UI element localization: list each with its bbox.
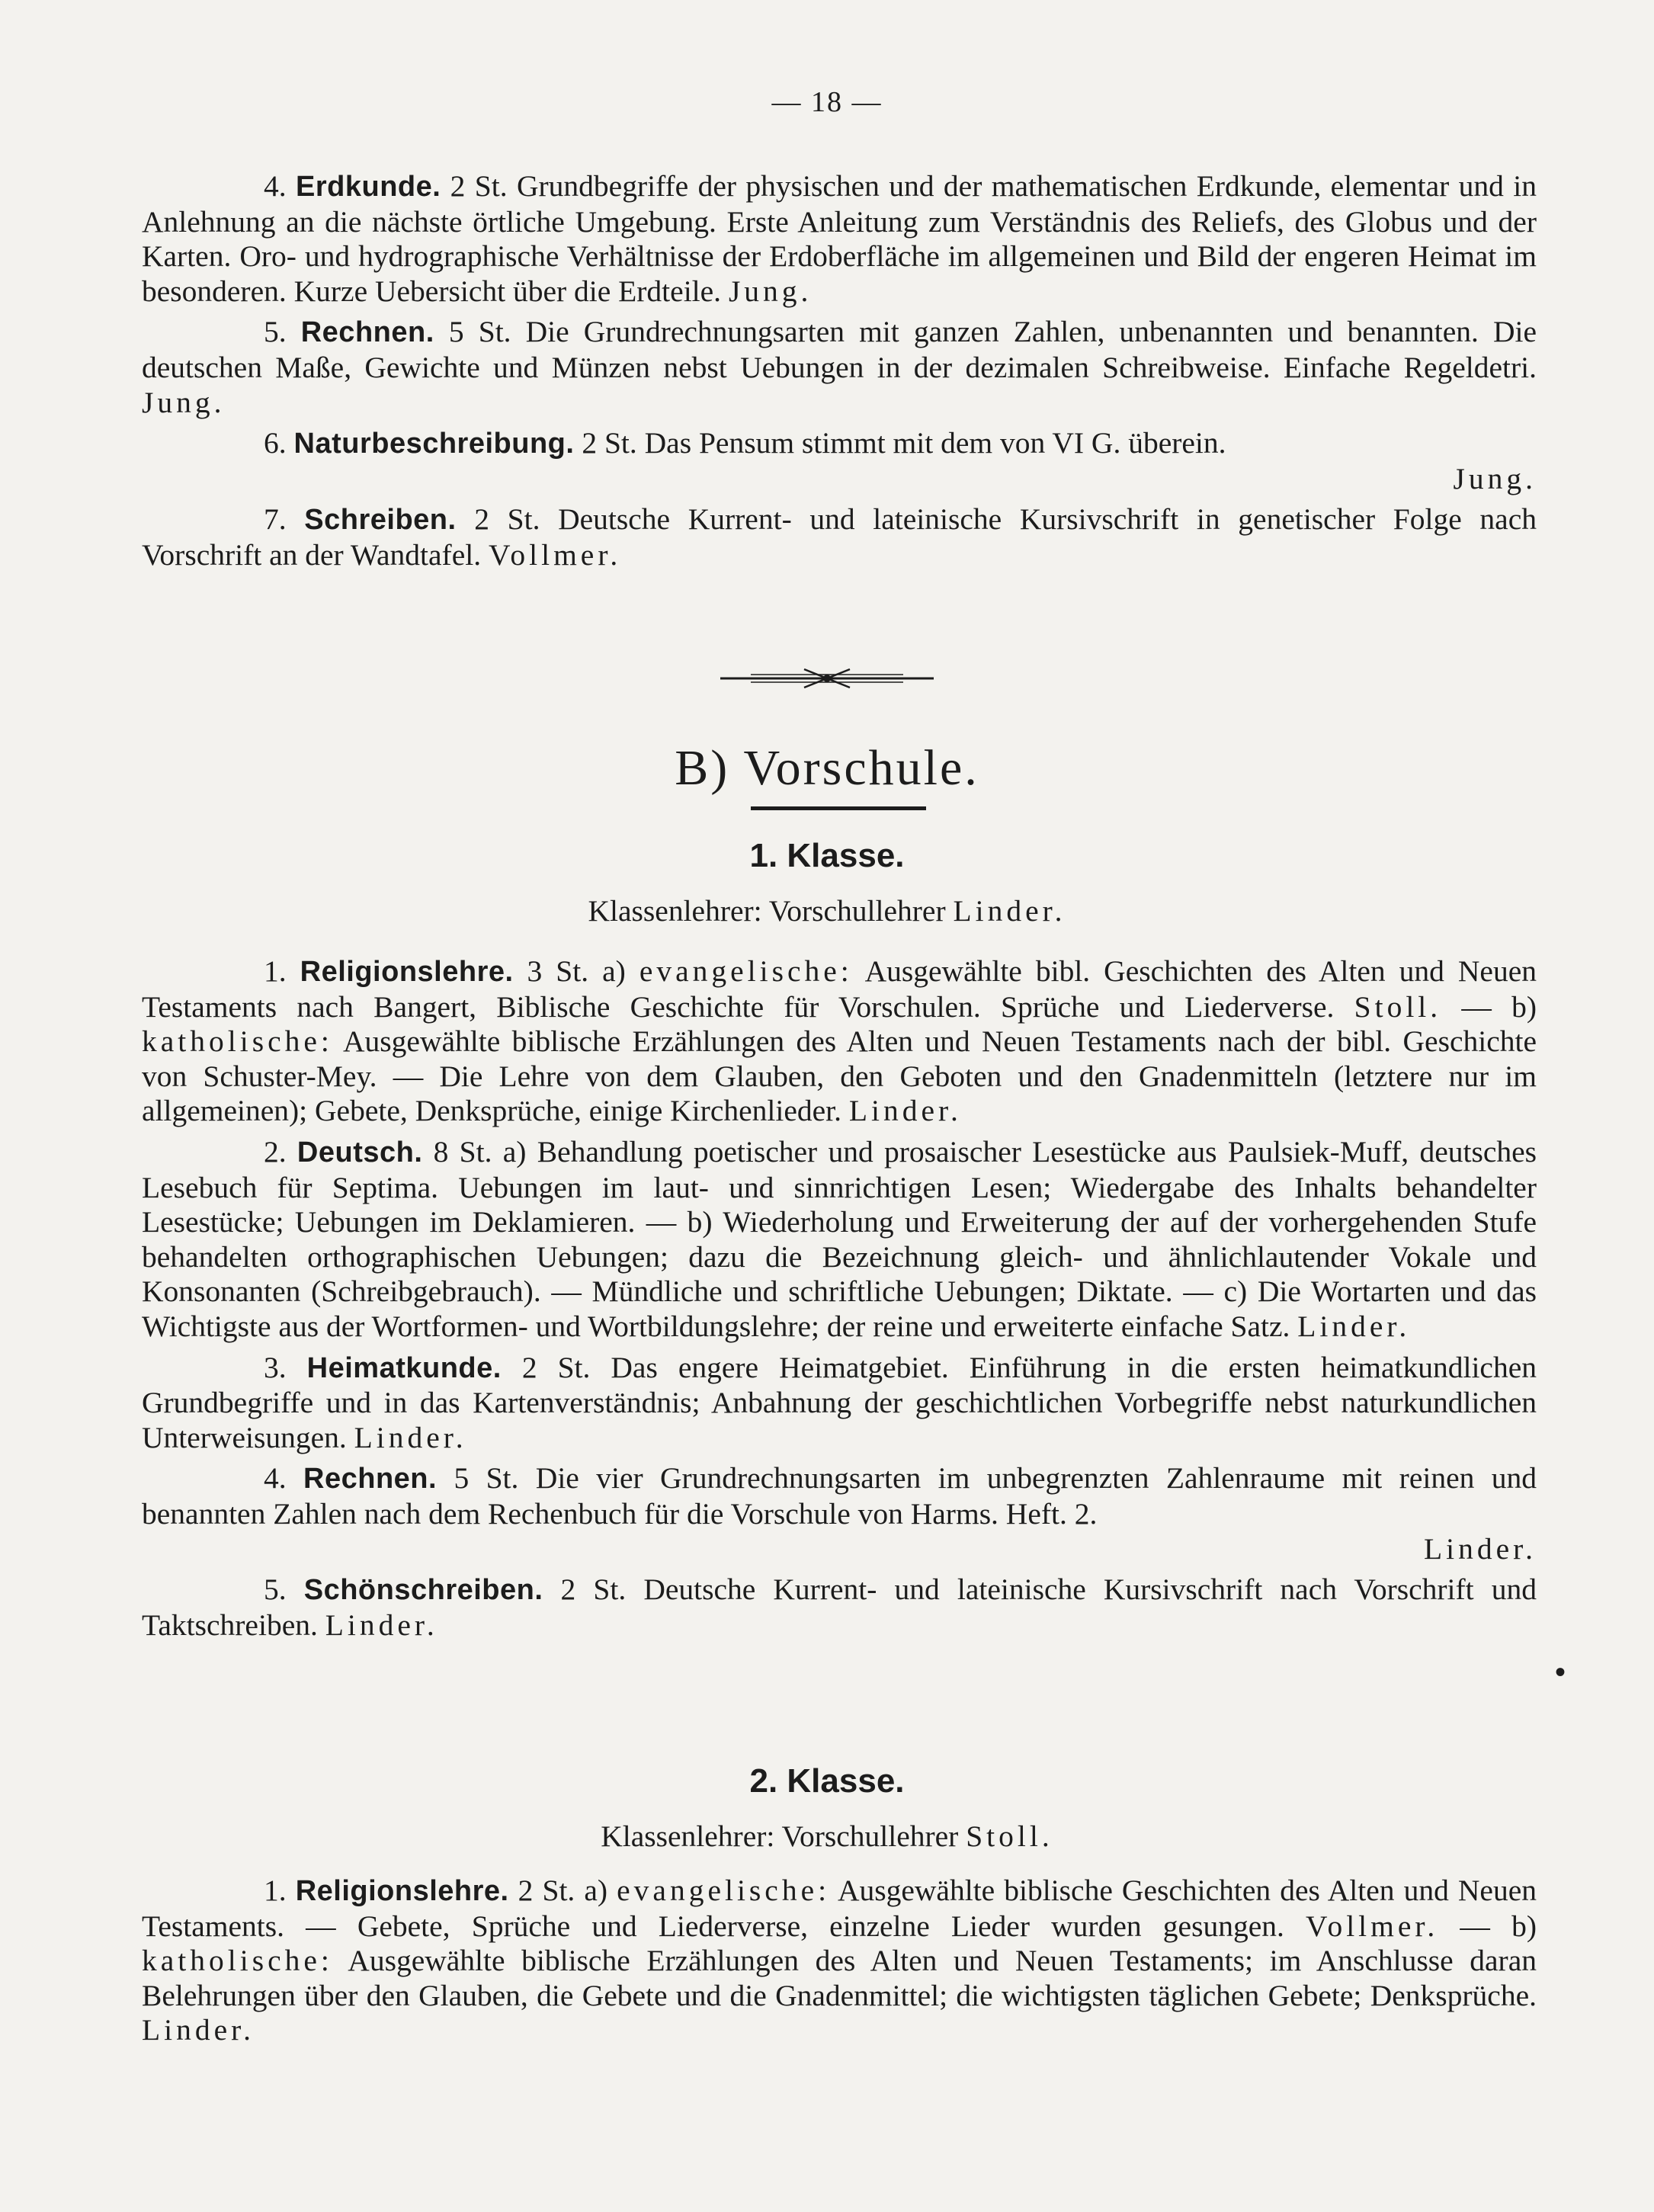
section-number: 5. (264, 1572, 287, 1607)
teacher-name: Linder. (953, 894, 1066, 928)
section-title: Schreiben. (304, 504, 457, 537)
teacher-name: Linder. (848, 1094, 962, 1128)
teacher-name: Linder. (1297, 1309, 1411, 1343)
class1-title: 1. Klasse. (749, 837, 905, 874)
class1-rechnen (142, 1461, 1537, 1566)
section-title: Schönschreiben. (303, 1574, 543, 1607)
section-title: Heimatkunde. (306, 1351, 502, 1384)
section-rechnen (142, 315, 1537, 420)
text-run: — b) (1438, 1909, 1537, 1943)
text-run: 2 St. a) (508, 1874, 617, 1907)
section-number: 1. (264, 954, 287, 988)
teacher-label: Klassenlehrer: Vorschullehrer (588, 894, 954, 928)
section-number: 1. (264, 1874, 287, 1907)
teacher-name: Stoll. (1354, 989, 1442, 1024)
section-title: Erdkunde. (296, 171, 441, 203)
section-heading: B) Vorschule. (675, 740, 979, 796)
margin-mark: • (1555, 1655, 1566, 1689)
class1-religionslehre (142, 954, 1537, 1129)
text-run: 5 St. Die vier Grundrechnungsarten im unbegrenzten Zahlenraume mit reinen und benannten Zahlen nach dem Rechenbuch für die Vorschule von Harms. Heft. 2. (142, 1461, 1537, 1531)
section-title: Deutsch. (297, 1136, 423, 1169)
section-text: 2 St. Das Pensum stimmt mit dem von VI G. überein. (574, 426, 1226, 460)
ornament-icon (720, 663, 934, 694)
class1-sections (142, 954, 1537, 1643)
section-number: 7. (264, 502, 287, 537)
class1-deutsch (142, 1135, 1537, 1345)
class1-heimatkunde (142, 1351, 1537, 1456)
teacher-name: Jung. (142, 385, 226, 419)
spaced-run: katholische: (142, 1024, 333, 1059)
section-number: 6. (264, 426, 287, 460)
section-number: 2. (264, 1134, 287, 1169)
section-text: 5 St. Die Grundrechnungsarten mit ganzen Zahlen, unbenannten und benannten. Die deutschen Maße, Gewichte und Münzen nebst Uebungen in der dezimalen Schreibweise. Einfache Regeldetri. (142, 315, 1537, 384)
text-run: 8 St. a) Behandlung poetischer und prosaischer Lesestücke aus Paulsiek-Muff, deutsches Lesebuch für Septima. Uebungen im laut- und sinnrichtigen Lesen; Wiedergabe des Inhalts behandelter Lesestücke; Uebungen im Deklamieren. — b) Wiederholung und Erweiterung der auf der vorhergehenden Stufe behandelten orthographischen Uebungen; dazu die Bezeichnung gleich- und ähnlichlautender Vokale und Konsonanten (Schreibgebrauch). — Mündliche und schriftliche Uebungen; Diktate. — c) Die Wortarten und das Wichtigste aus der Wortformen- und Wortbildungslehre; der reine und erweiterte einfache Satz. (142, 1134, 1537, 1343)
spaced-run: katholische: (142, 1944, 333, 1978)
teacher-name: Jung. (728, 274, 813, 308)
heading-rule (751, 806, 926, 810)
section-title: Religionslehre. (300, 956, 514, 988)
section-title: Naturbeschreibung. (293, 428, 575, 460)
text-run: Ausgewählte biblische Erzählungen des Alten und Neuen Testaments; im Anschlusse daran Belehrungen über den Glauben, die Gebete und die Gnadenmittel; die wichtigsten täglichen Gebete; Denksprüche. (142, 1944, 1537, 2012)
class2-teacher (0, 1819, 1654, 1854)
top-sections (142, 169, 1537, 573)
teacher-name: Linder. (325, 1608, 438, 1642)
section-number: 3. (264, 1350, 287, 1384)
section-schreiben (142, 502, 1537, 572)
section-title: Religionslehre. (295, 1875, 509, 1907)
text-run: 2 St. Deutsche Kurrent- und lateinische Kursivschrift nach Vorschrift und Taktschreiben. (142, 1572, 1537, 1642)
class2-title: 2. Klasse. (749, 1762, 905, 1800)
section-number: 4. (264, 169, 287, 203)
text-run: Ausgewählte biblische Erzählungen des Alten und Neuen Testaments nach der bibl. Geschichte von Schuster-Mey. — Die Lehre von dem Glauben, den Geboten und den Gnadenmitteln (letztere nur im allgemeinen); Gebete, Denksprüche, einige Kirchenlieder. (142, 1024, 1537, 1128)
class2-religionslehre (142, 1874, 1537, 2048)
section-title: Rechnen. (303, 1463, 438, 1496)
spaced-run: evangelische: (639, 954, 853, 988)
text-run: Ausgewählte biblische Geschichten des Alten und Neuen Testaments. — Gebete, Sprüche und Liederverse, einzelne Lieder wurden gesungen. (142, 1874, 1537, 1943)
section-number: 5. (264, 315, 287, 349)
class1-schoenschreiben (142, 1572, 1537, 1643)
teacher-name: Vollmer. (1306, 1909, 1439, 1943)
teacher-name: Linder. (142, 2013, 255, 2047)
teacher-name: Vollmer. (488, 537, 622, 572)
teacher-name: Linder. (354, 1420, 467, 1454)
text-run: — b) (1441, 989, 1537, 1024)
text-run: 3 St. a) (513, 954, 639, 988)
teacher-name: Stoll. (966, 1819, 1053, 1853)
class1-teacher (0, 893, 1654, 928)
section-text: 2 St. Deutsche Kurrent- und lateinische Kursivschrift in genetischer Folge nach Vorschrift an der Wandtafel. (142, 502, 1537, 572)
teacher-name: Jung. (1453, 461, 1537, 495)
section-text: 2 St. Grundbegriffe der physischen und der mathematischen Erdkunde, elementar und in Anlehnung an die nächste örtliche Umgebung. Erste Anleitung zum Verständnis des Reliefs, des Globus und der Karten. Oro- und hydrographische Verhältnisse der Erdoberfläche im allgemeinen und Bild der engeren Heimat im besonderen. Kurze Uebersicht über die Erdteile. (142, 169, 1537, 308)
section-erdkunde (142, 169, 1537, 309)
class2-sections (142, 1874, 1537, 2048)
teacher-name: Linder. (1424, 1531, 1537, 1566)
section-naturbeschreibung (142, 426, 1537, 496)
text-run: Ausgewählte bibl. Geschichten des Alten und Neuen Testaments nach Bangert, Biblische Geschichte für Vorschulen. Sprüche und Liederverse. (142, 954, 1537, 1024)
ornament-divider (0, 663, 1654, 694)
section-number: 4. (264, 1461, 287, 1496)
spaced-run: evangelische: (617, 1874, 831, 1907)
teacher-label: Klassenlehrer: Vorschullehrer (601, 1819, 966, 1853)
page-number: — 18 — (771, 86, 883, 118)
text-run: 2 St. Das engere Heimatgebiet. Einführung in die ersten heimatkundlichen Grundbegriffe und in das Kartenverständnis; Anbahnung der geschichtlichen Vorbegriffe nebst naturkundlichen Unterweisungen. (142, 1350, 1537, 1454)
section-title: Rechnen. (300, 316, 434, 349)
